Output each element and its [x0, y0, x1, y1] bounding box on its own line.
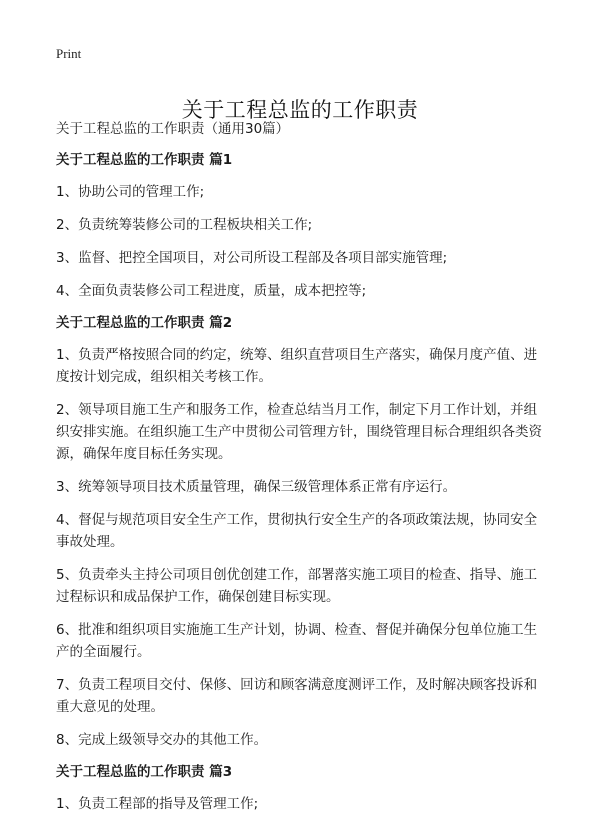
section-2-paragraph: 4、督促与规范项目安全生产工作，贯彻执行安全生产的各项政策法规，协同安全事故处理。	[56, 512, 538, 550]
section-heading-1: 关于工程总监的工作职责 篇1	[56, 152, 233, 168]
section-2-paragraph: 3、统筹领导项目技术质量管理，确保三级管理体系正常有序运行。	[56, 479, 457, 495]
document-title: 关于工程总监的工作职责	[181, 98, 419, 123]
section-2-paragraph: 8、完成上级领导交办的其他工作。	[56, 732, 268, 748]
section-1-paragraph: 4、全面负责装修公司工程进度，质量，成本把控等;	[56, 283, 367, 299]
section-1-paragraph: 1、协助公司的管理工作;	[56, 184, 205, 200]
section-1-paragraph: 3、监督、把控全国项目，对公司所设工程部及各项目部实施管理;	[56, 250, 448, 266]
section-2-paragraph: 6、批准和组织项目实施施工生产计划，协调、检查、督促并确保分包单位施工生产的全面履行。	[56, 622, 538, 660]
section-3-paragraph: 1、负责工程部的指导及管理工作;	[56, 796, 259, 812]
document-body	[56, 119, 546, 826]
section-2-paragraph: 5、负责牵头主持公司项目创优创建工作，部署落实施工项目的检查、指导、施工过程标识和成品保护工作，确保创建目标实现。	[56, 567, 538, 605]
section-2-paragraph: 2、领导项目施工生产和服务工作，检查总结当月工作，制定下月工作计划，并组织安排实施。在组织施工生产中贯彻公司管理方针，围绕管理目标合理组织各类资源，确保年度目标任务实现。	[56, 402, 542, 462]
document-subtitle: 关于工程总监的工作职责（通用30篇）	[56, 121, 290, 137]
print-label: Print	[56, 46, 82, 61]
section-2-paragraph: 1、负责严格按照合同的约定，统筹、组织直营项目生产落实，确保月度产值、进度按计划完成，组织相关考核工作。	[56, 347, 538, 385]
section-1-paragraph: 2、负责统筹装修公司的工程板块相关工作;	[56, 217, 313, 233]
section-heading-2: 关于工程总监的工作职责 篇2	[56, 315, 233, 331]
section-heading-3: 关于工程总监的工作职责 篇3	[56, 764, 233, 780]
section-2-paragraph: 7、负责工程项目交付、保修、回访和顾客满意度测评工作，及时解决顾客投诉和重大意见的处理。	[56, 677, 538, 715]
